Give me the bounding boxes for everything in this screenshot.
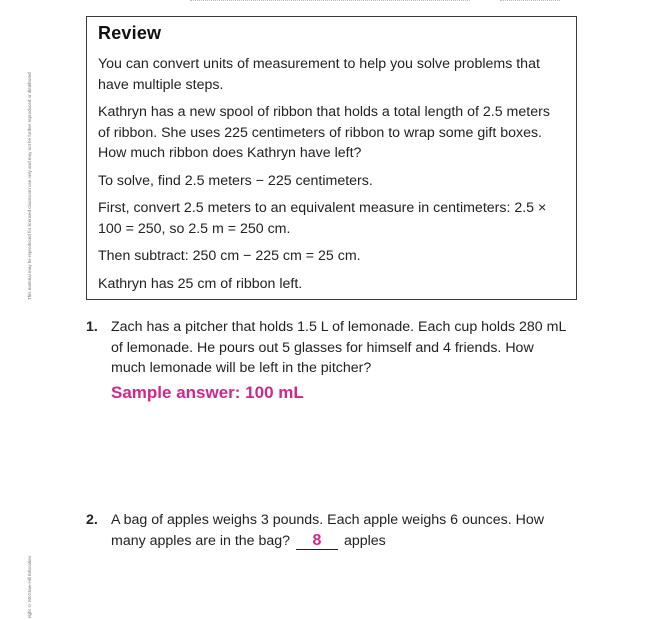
question-text: Zach has a pitcher that holds 1.5 L of lemonade. Each cup holds 280 mL of lemonade. He pours out 5 glasses for himself and 4 friends. How much lemonade will be left in the pitcher? (111, 319, 566, 376)
license-notice: This material may be reproduced for licensed classroom use only and may not be further reproduced or distributed (27, 72, 32, 300)
question-number: 2. (86, 512, 98, 528)
question-text-before: A bag of apples weighs 3 pounds. Each apple weighs 6 ounces. How many apples are in the bag? (111, 512, 545, 549)
review-title: Review (98, 23, 162, 43)
question-text (111, 510, 566, 551)
answer-text: Sample answer: 100 mL (111, 382, 304, 402)
top-divider-right (500, 0, 560, 3)
answer-blank[interactable] (296, 533, 338, 550)
review-paragraph-intro: You can convert units of measurement to help you solve problems that have multiple steps. (98, 56, 540, 93)
answer-text: 8 (312, 531, 322, 549)
top-divider (190, 0, 470, 3)
question-2 (86, 510, 566, 551)
question-number: 1. (86, 319, 98, 335)
copyright-notice: right © McGraw-Hill Education (27, 555, 32, 618)
review-paragraph-solve: To solve, find 2.5 meters − 225 centimeters. (98, 172, 373, 189)
review-paragraph-result: Kathryn has 25 cm of ribbon left. (98, 275, 303, 292)
review-paragraph-convert: First, convert 2.5 meters to an equivalent measure in centimeters: 2.5 × 100 = 250, so 2.5 m = 250 cm. (98, 200, 547, 237)
review-paragraph-problem: Kathryn has a new spool of ribbon that holds a total length of 2.5 meters of ribbon. She uses 225 centimeters of ribbon to wrap some gift boxes. How much ribbon does Kathryn have left? (98, 104, 550, 161)
question-1 (86, 317, 566, 403)
review-paragraph-subtract: Then subtract: 250 cm − 225 cm = 25 cm. (98, 248, 361, 264)
review-box (86, 16, 577, 300)
question-text-after: apples (343, 532, 386, 549)
